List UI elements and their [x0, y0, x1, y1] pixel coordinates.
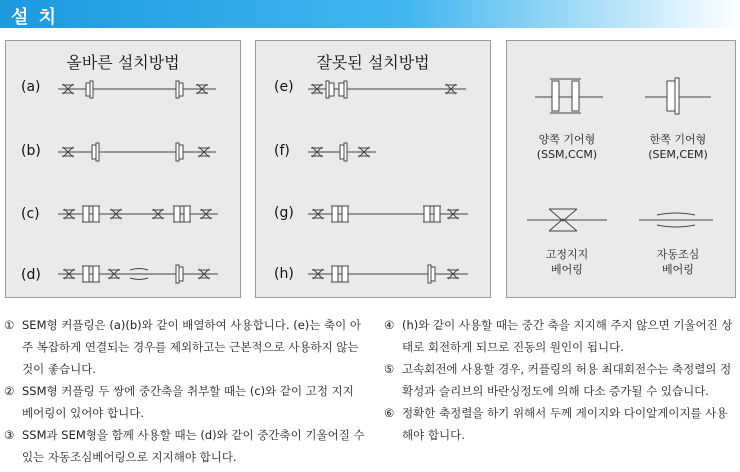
- notes-right-column: [384, 314, 738, 446]
- note-item: [384, 314, 738, 358]
- single-gear-symbol: [645, 78, 711, 114]
- note-number: ⑥: [384, 406, 395, 420]
- note-item: [4, 424, 366, 468]
- double-gear-symbol: [535, 79, 603, 113]
- wrong-installation-panel: [255, 40, 491, 298]
- diagram-c: [58, 206, 218, 222]
- correct-installation-panel: [5, 40, 241, 298]
- note-item: [4, 314, 366, 380]
- note-number: ①: [4, 318, 15, 332]
- row-label-f: (f): [274, 143, 290, 159]
- double-gear-coupling: [332, 206, 338, 222]
- wrong-diagrams: [256, 41, 492, 299]
- diagram-f: [308, 143, 376, 161]
- row-label-e: (e): [274, 79, 294, 95]
- note-number: ⑤: [384, 362, 395, 376]
- note-item: [384, 402, 738, 446]
- row-label-c: (c): [21, 206, 40, 222]
- diagram-a: [58, 81, 216, 98]
- note-text: 고속회전에 사용할 경우, 커플링의 허용 최대회전수는 축정렬의 정확성과 슬리브의 바란싱정도에 의해 다소 증가될 수 있습니다.: [402, 362, 732, 398]
- section-title: 설 치: [11, 7, 59, 28]
- fixed-bearing-symbol: [527, 209, 607, 231]
- correct-panel-title: 올바른 설치방법: [66, 53, 180, 72]
- note-number: ②: [4, 384, 15, 398]
- legend-double-gear-label: 양쪽 기어형 (SSM,CCM): [536, 133, 598, 161]
- note-text: SEM형 커플링은 (a)(b)와 같이 배열하여 사용합니다. (e)는 축이 아주 복잡하게 연결되는 경우를 제외하고는 근본적으로 사용하지 않는 것이 좋습니다.: [22, 318, 362, 376]
- double-gear-coupling: [83, 266, 89, 282]
- note-text: SSM형 커플링 두 쌍에 중간축을 취부할 때는 (c)와 같이 고정 지지 베어링이 있어야 합니다.: [22, 384, 354, 420]
- double-gear-coupling: [83, 206, 89, 222]
- diagram-g: [308, 206, 468, 222]
- row-label-g: (g): [274, 205, 294, 221]
- self-aligning-bearing-symbol: [639, 213, 713, 227]
- row-label-a: (a): [21, 79, 41, 95]
- wrong-panel-title: 잘못된 설치방법: [316, 53, 430, 72]
- correct-diagrams: [6, 41, 242, 299]
- note-text: SSM과 SEM형을 함께 사용할 때는 (d)와 같이 중간축이 기울어질 수 있는 자동조심베어링으로 지지해야 합니다.: [22, 428, 365, 464]
- row-label-d: (d): [21, 267, 41, 283]
- diagram-h: [308, 265, 468, 283]
- double-gear-coupling: [332, 266, 338, 282]
- legend-panel: [506, 40, 736, 298]
- diagram-d: [58, 265, 218, 283]
- double-gear-coupling: [424, 206, 430, 222]
- legend-fixed-bearing-label: 고정지지 베어링: [545, 248, 589, 276]
- note-number: ④: [384, 318, 395, 332]
- legend-single-gear-label: 한쪽 기어형 (SEM,CEM): [648, 133, 708, 161]
- row-label-b: (b): [21, 143, 41, 159]
- double-gear-coupling: [174, 206, 180, 222]
- note-item: [384, 358, 738, 402]
- diagram-e: [308, 81, 466, 98]
- notes-left-column: [4, 314, 366, 468]
- note-item: [4, 380, 366, 424]
- note-text: 정확한 축정렬을 하기 위해서 두께 게이지와 다이알게이지를 사용해야 합니다.: [402, 406, 728, 442]
- note-number: ③: [4, 428, 15, 442]
- legend-self-aligning-bearing-label: 자동조심 베어링: [656, 248, 700, 276]
- section-header: [0, 0, 740, 28]
- note-text: (h)와 같이 사용할 때는 중간 축을 지지해 주지 않으면 기울어진 상태로 회전하게 되므로 진동의 원인이 됩니다.: [402, 318, 733, 354]
- row-label-h: (h): [274, 266, 294, 282]
- diagram-b: [58, 143, 216, 161]
